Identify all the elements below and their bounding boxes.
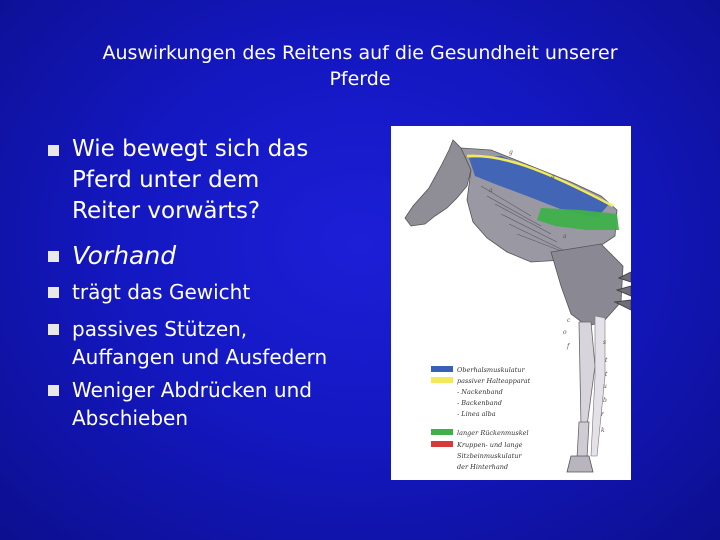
svg-text:g: g <box>509 149 513 156</box>
legend-swatch-yellow <box>431 377 453 383</box>
svg-text:c: c <box>567 317 571 324</box>
svg-text:a: a <box>563 233 567 240</box>
legend-label: - Linea alba <box>457 410 496 418</box>
bullet-square-icon <box>48 145 59 156</box>
svg-text:b: b <box>603 397 607 404</box>
slide-title-line: Auswirkungen des Reitens auf die Gesundheit unserer <box>102 42 618 64</box>
bullet-text <box>72 134 308 227</box>
bullet-square-icon <box>48 385 59 396</box>
bullet-text-line: passives Stützen, <box>72 317 248 341</box>
bullet-square-icon <box>48 251 59 262</box>
bullet-square-icon <box>48 324 59 335</box>
foreleg-lower <box>577 422 589 458</box>
bullet-text-line: Abschieben <box>72 406 189 430</box>
svg-text:f: f <box>567 343 570 350</box>
legend-label: - Backenband <box>457 399 502 407</box>
horse-anatomy-illustration <box>391 126 631 480</box>
legend-label: Kruppen- und lange <box>457 441 523 449</box>
horse-head-shape <box>405 140 471 226</box>
hoof <box>567 456 593 472</box>
bullet-text-line: Weniger Abdrücken und <box>72 378 312 402</box>
bullet-square-icon <box>48 287 59 298</box>
legend-label: Sitzbeinmuskulatur <box>457 452 522 460</box>
figure-legend <box>431 366 531 471</box>
svg-text:t: t <box>605 357 608 364</box>
bullet-text: Vorhand <box>72 241 177 270</box>
svg-text:u: u <box>603 383 607 390</box>
legend-label: der Hinterhand <box>457 463 509 471</box>
svg-text:s: s <box>603 339 607 346</box>
foreleg-upper <box>579 322 595 426</box>
svg-text:g: g <box>551 173 555 180</box>
bullet-text <box>72 376 312 432</box>
legend-swatch-blue <box>431 366 453 372</box>
legend-label: - Nackenband <box>457 388 503 396</box>
legend-swatch-red <box>431 441 453 447</box>
horse-anatomy-figure <box>391 126 631 480</box>
svg-text:k: k <box>601 427 605 434</box>
bullet-text-line: Wie bewegt sich das <box>72 136 309 162</box>
legend-label: passiver Halteapparat <box>457 377 531 385</box>
legend-label: Oberhalsmuskulatur <box>457 366 525 374</box>
bullet-text <box>72 315 327 371</box>
bullet-text-line: Auffangen und Ausfedern <box>72 345 328 369</box>
bullet-text: trägt das Gewicht <box>72 280 251 304</box>
bullet-text-line: Pferd unter dem <box>72 167 260 193</box>
svg-text:o: o <box>563 329 567 336</box>
legend-swatch-green <box>431 429 453 435</box>
svg-text:a: a <box>489 187 493 194</box>
svg-text:r: r <box>601 411 604 418</box>
legend-label: langer Rückenmuskel <box>457 429 529 437</box>
svg-text:t: t <box>605 371 608 378</box>
bullet-text-line: Reiter vorwärts? <box>72 198 261 224</box>
shoulder-shape <box>551 244 623 326</box>
slide-title <box>40 40 680 92</box>
slide-title-line: Pferde <box>329 68 391 90</box>
